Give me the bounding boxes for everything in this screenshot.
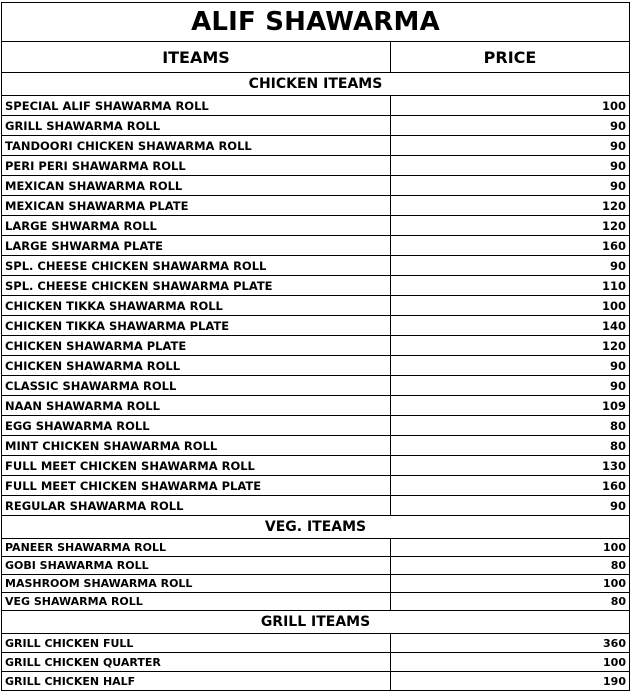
menu-item-row: [2, 416, 630, 436]
menu-item-name: PANEER SHAWARMA ROLL: [2, 539, 391, 557]
menu-item-name: PERI PERI SHAWARMA ROLL: [2, 156, 391, 176]
menu-item-price: 110: [391, 276, 630, 296]
menu-item-price: 80: [391, 557, 630, 575]
menu-item-price: 90: [391, 256, 630, 276]
grill-section: [2, 611, 630, 691]
menu-item-name: TANDOORI CHICKEN SHAWARMA ROLL: [2, 136, 391, 156]
menu-item-name: MASHROOM SHAWARMA ROLL: [2, 575, 391, 593]
menu-item-name: MEXICAN SHAWARMA ROLL: [2, 176, 391, 196]
menu-item-name: CHICKEN TIKKA SHAWARMA PLATE: [2, 316, 391, 336]
menu-item-price: 100: [391, 653, 630, 672]
menu-item-name: MINT CHICKEN SHAWARMA ROLL: [2, 436, 391, 456]
menu-item-name: GRILL CHICKEN QUARTER: [2, 653, 391, 672]
section-heading: VEG. ITEAMS: [2, 516, 630, 539]
menu-item-row: [2, 336, 630, 356]
menu-table: [1, 2, 630, 691]
menu-item-price: 90: [391, 116, 630, 136]
menu-item-name: SPECIAL ALIF SHAWARMA ROLL: [2, 96, 391, 116]
menu-item-row: [2, 196, 630, 216]
menu-item-row: [2, 593, 630, 611]
section-heading: GRILL ITEAMS: [2, 611, 630, 634]
menu-item-row: [2, 496, 630, 516]
menu-item-name: FULL MEET CHICKEN SHAWARMA ROLL: [2, 456, 391, 476]
menu-item-row: [2, 236, 630, 256]
menu-item-price: 90: [391, 156, 630, 176]
menu-item-price: 80: [391, 416, 630, 436]
menu-item-row: [2, 116, 630, 136]
menu-item-row: [2, 256, 630, 276]
menu-item-price: 80: [391, 593, 630, 611]
menu-item-price: 120: [391, 216, 630, 236]
column-header-row: [2, 42, 630, 73]
menu-item-name: LARGE SHWARMA ROLL: [2, 216, 391, 236]
menu-item-name: SPL. CHEESE CHICKEN SHAWARMA ROLL: [2, 256, 391, 276]
menu-item-row: [2, 634, 630, 653]
menu-item-price: 130: [391, 456, 630, 476]
menu-item-price: 90: [391, 176, 630, 196]
menu-item-price: 120: [391, 336, 630, 356]
menu-item-row: [2, 296, 630, 316]
menu-item-row: [2, 539, 630, 557]
menu-item-price: 100: [391, 96, 630, 116]
item-column-header: ITEAMS: [2, 42, 391, 73]
menu-item-row: [2, 476, 630, 496]
menu-item-price: 140: [391, 316, 630, 336]
menu-item-price: 109: [391, 396, 630, 416]
menu-item-name: MEXICAN SHAWARMA PLATE: [2, 196, 391, 216]
menu-item-price: 100: [391, 539, 630, 557]
menu-title: ALIF SHAWARMA: [2, 3, 630, 42]
menu-item-price: 160: [391, 476, 630, 496]
menu-item-price: 190: [391, 672, 630, 691]
menu-item-price: 80: [391, 436, 630, 456]
menu-item-name: CHICKEN TIKKA SHAWARMA ROLL: [2, 296, 391, 316]
menu-item-name: REGULAR SHAWARMA ROLL: [2, 496, 391, 516]
menu-item-row: [2, 156, 630, 176]
menu-item-row: [2, 216, 630, 236]
menu-item-row: [2, 575, 630, 593]
menu-item-name: VEG SHAWARMA ROLL: [2, 593, 391, 611]
menu-item-row: [2, 176, 630, 196]
chicken-section: [2, 73, 630, 516]
menu-item-name: CHICKEN SHAWARMA ROLL: [2, 356, 391, 376]
menu-item-price: 90: [391, 496, 630, 516]
menu-item-price: 100: [391, 575, 630, 593]
menu-item-row: [2, 653, 630, 672]
menu-item-name: GRILL CHICKEN FULL: [2, 634, 391, 653]
menu-item-name: GRILL CHICKEN HALF: [2, 672, 391, 691]
menu-item-price: 100: [391, 296, 630, 316]
menu-item-name: FULL MEET CHICKEN SHAWARMA PLATE: [2, 476, 391, 496]
section-heading: CHICKEN ITEAMS: [2, 73, 630, 96]
menu-item-row: [2, 672, 630, 691]
menu-item-name: LARGE SHWARMA PLATE: [2, 236, 391, 256]
menu-item-name: SPL. CHEESE CHICKEN SHAWARMA PLATE: [2, 276, 391, 296]
menu-item-price: 90: [391, 356, 630, 376]
menu-item-row: [2, 557, 630, 575]
menu-item-row: [2, 396, 630, 416]
menu-item-name: CHICKEN SHAWARMA PLATE: [2, 336, 391, 356]
menu-item-price: 120: [391, 196, 630, 216]
menu-item-name: NAAN SHAWARMA ROLL: [2, 396, 391, 416]
menu-item-row: [2, 456, 630, 476]
menu-item-row: [2, 356, 630, 376]
menu-item-price: 90: [391, 376, 630, 396]
title-row: [2, 3, 630, 42]
menu-item-price: 90: [391, 136, 630, 156]
menu-item-price: 160: [391, 236, 630, 256]
veg-section: [2, 516, 630, 611]
menu-item-row: [2, 376, 630, 396]
menu-item-row: [2, 276, 630, 296]
price-column-header: PRICE: [391, 42, 630, 73]
menu-item-row: [2, 136, 630, 156]
menu-item-row: [2, 436, 630, 456]
section-heading-row: [2, 611, 630, 634]
menu-item-name: CLASSIC SHAWARMA ROLL: [2, 376, 391, 396]
menu-item-row: [2, 316, 630, 336]
menu-item-name: EGG SHAWARMA ROLL: [2, 416, 391, 436]
menu-item-price: 360: [391, 634, 630, 653]
section-heading-row: [2, 73, 630, 96]
menu-item-name: GOBI SHAWARMA ROLL: [2, 557, 391, 575]
section-heading-row: [2, 516, 630, 539]
menu-item-row: [2, 96, 630, 116]
menu-item-name: GRILL SHAWARMA ROLL: [2, 116, 391, 136]
